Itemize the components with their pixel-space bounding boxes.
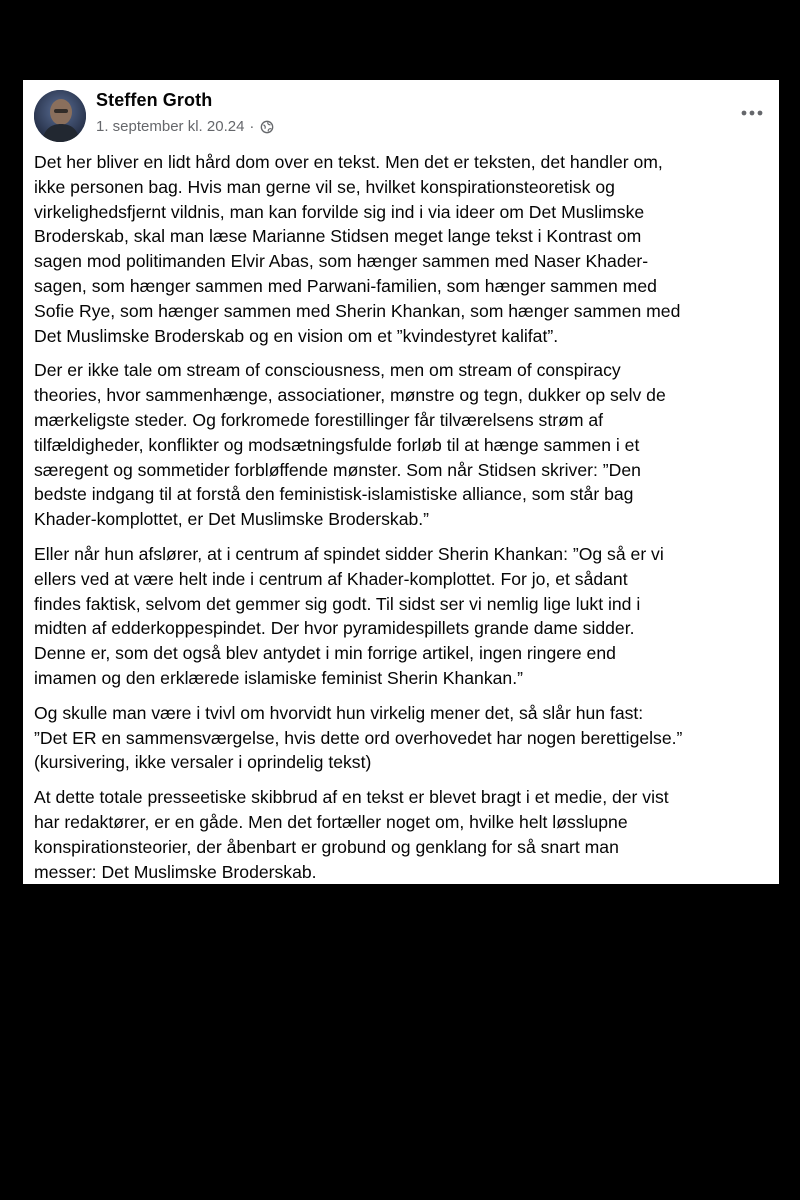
globe-icon[interactable] xyxy=(260,120,274,134)
more-options-button[interactable] xyxy=(739,100,765,126)
meta-separator: · xyxy=(249,118,255,135)
facebook-post xyxy=(23,80,779,884)
post-paragraph-1: Det her bliver en lidt hård dom over en tekst. Men det er teksten, det handler om, ikke personen bag. Hvis man gerne vil se, hvilket konspirationsteoretisk og virkelighedsfjernt vildnis, man kan forvilde sig ind i via ideer om Det Muslimske Broderskab, skal man læse Marianne Stidsen meget lange tekst i Kontrast om sagen mod politimanden Elvir Abas, som hænger sammen med Naser Khader- sagen, som hænger sammen med Parwani-familien, som hænger sammen med Sofie Rye, som hænger sammen med Sherin Khankan, som hænger sammen med Det Muslimske Broderskab og en vision om et ”kvindestyret kalifat”. xyxy=(34,152,681,346)
avatar[interactable] xyxy=(34,90,86,142)
author-name[interactable]: Steffen Groth xyxy=(96,90,213,110)
post-paragraph-3: Eller når hun afslører, at i centrum af spindet sidder Sherin Khankan: ”Og så er vi ellers ved at være helt inde i centrum af Khader-komplottet. For jo, et sådant findes faktisk, selvom det gemmer sig godt. Til sidst ser vi nemlig lige lukt ind i midten af edderkoppespindet. Der hvor pyramidespillets grande dame sidder. Denne er, som det også blev antydet i min forrige artikel, ingen ringere end imamen og den erklærede islamiske feminist Sherin Khankan.” xyxy=(34,543,664,688)
post-timestamp[interactable]: 1. september kl. 20.24 xyxy=(96,118,245,135)
post-meta xyxy=(96,118,274,135)
post-body xyxy=(34,150,774,884)
profile-photo xyxy=(34,90,86,142)
post-paragraph-2: Der er ikke tale om stream of consciousness, men om stream of conspiracy theories, hvor sammenhænge, associationer, mønstre og tegn, dukker op selv de mærkeligste steder. Og forkromede forestillinger får tilværelsens strøm af tilfældigheder, konflikter og modsætningsfulde forløb til at hænge sammen i et særegent og sommetider forbløffende mønster. Som når Stidsen skriver: ”Den bedste indgang til at forstå den feministisk-islamistiske alliance, som står bag Khader-komplottet, er Det Muslimske Broderskab.” xyxy=(34,360,666,530)
ellipsis-icon xyxy=(741,110,763,116)
post-header xyxy=(23,80,779,148)
post-paragraph-4: Og skulle man være i tvivl om hvorvidt hun virkelig mener det, så slår hun fast: ”Det ER en sammensværgelse, hvis dette ord overhovedet har nogen berettigelse.” (kursivering, ikke versaler i oprindelig tekst) xyxy=(34,702,683,773)
post-paragraph-5: At dette totale presseetiske skibbrud af en tekst er blevet bragt i et medie, der vist har redaktører, er en gåde. Men det fortæller noget om, hvilke helt løsslupne konspirationsteorier, der åbenbart er grobund og genklang for så snart man messer: Det Muslimske Broderskab. xyxy=(34,787,669,882)
